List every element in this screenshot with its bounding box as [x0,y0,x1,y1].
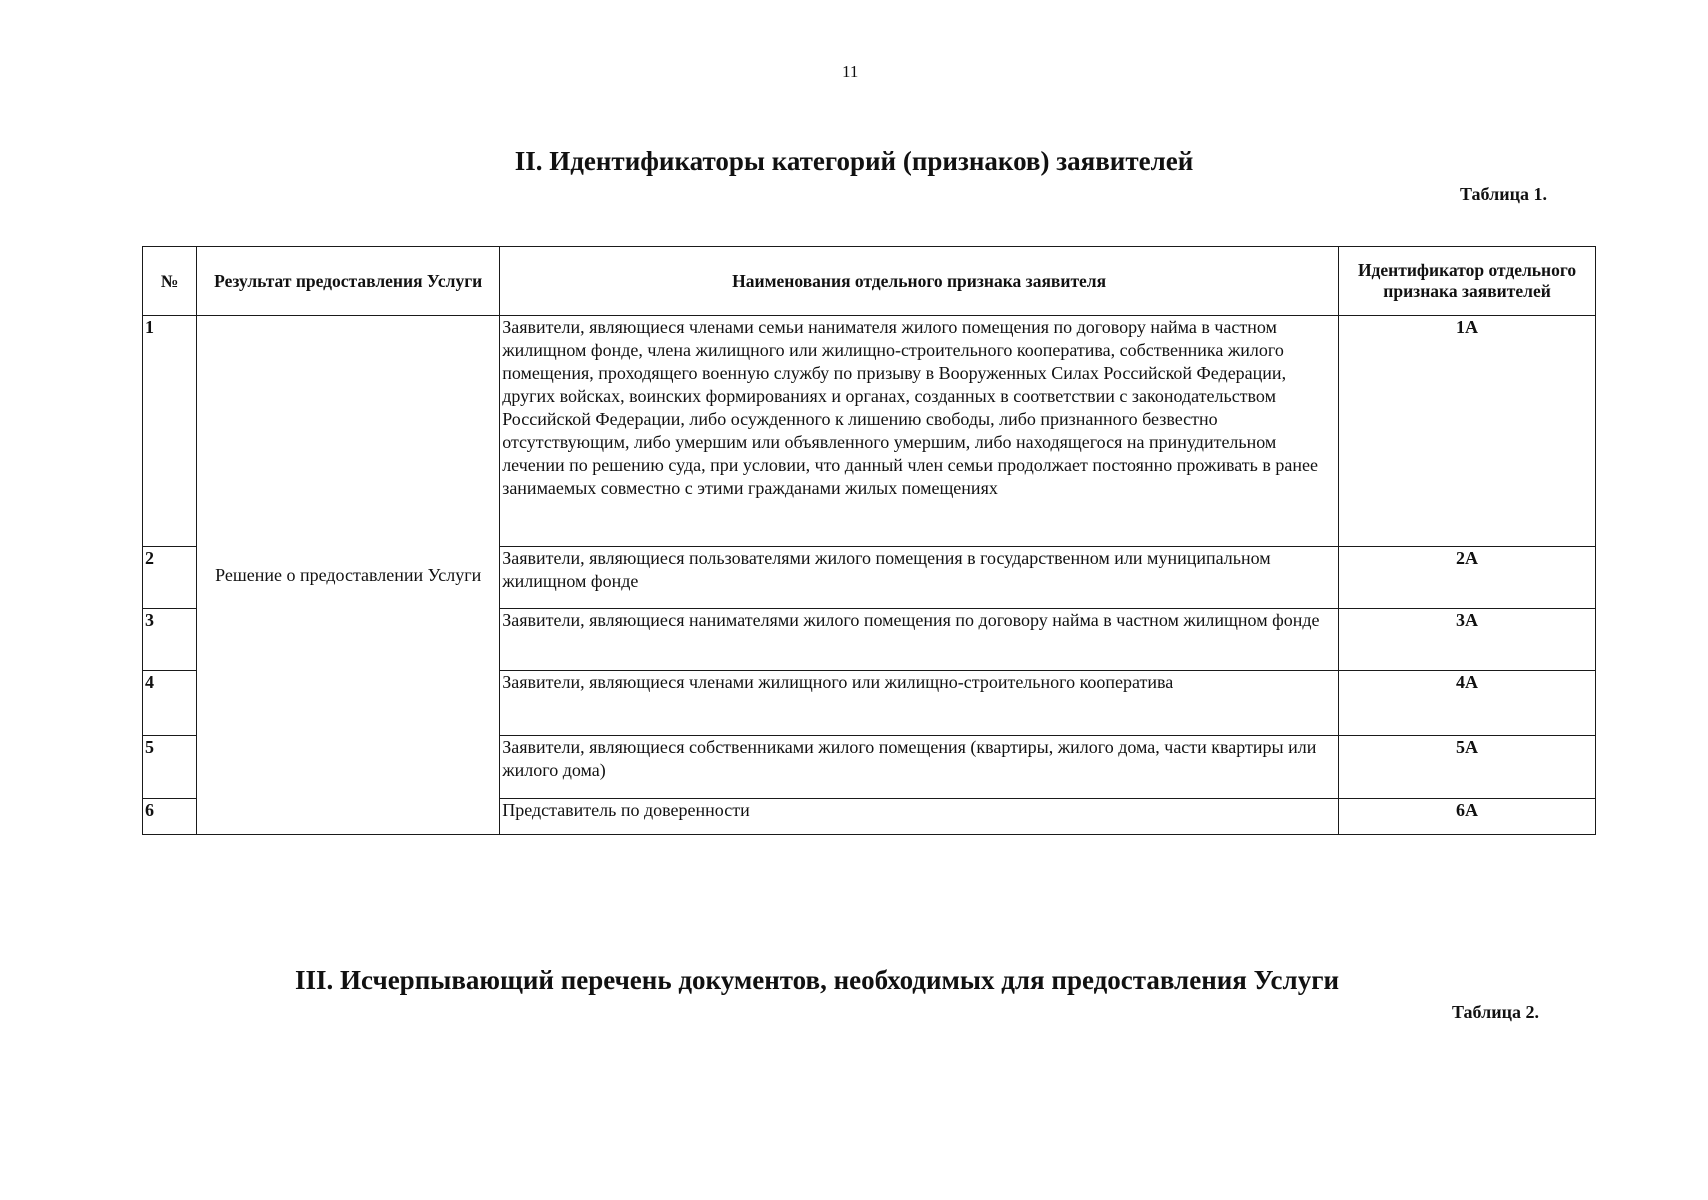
section-2-title: II. Идентификаторы категорий (признаков) заявителей [514,146,1194,176]
applicant-identifier: 6А [1339,799,1596,835]
applicant-attribute-name: Заявители, являющиеся членами семьи нанимателя жилого помещения по договору найма в частном жилищном фонде, члена жилищного или жилищно-строительного кооператива, собственника жилого помещения, проходящего военную службу по призыву в Вооруженных Силах Российской Федерации, других войсках, воинских формированиях и органах, созданных в соответствии с законодательством Российской Федерации, либо осужденного к лишению свободы, либо признанного безвестно отсутствующим, либо умершим или объявленного умершим, либо находящегося на принудительном лечении по решению суда, при условии, что данный член семьи продолжает постоянно проживать в ранее занимаемых совместно с этими гражданами жилых помещениях [500,316,1339,547]
header-num: № [143,247,197,316]
applicant-attribute-name: Заявители, являющиеся собственниками жилого помещения (квартиры, жилого дома, части квартиры или жилого дома) [500,736,1339,799]
table-row [143,316,1596,547]
table-2-caption: Таблица 2. [1452,1002,1539,1022]
applicant-attribute-name: Заявители, являющиеся нанимателями жилого помещения по договору найма в частном жилищном фонде [500,609,1339,671]
applicant-identifier: 2А [1339,547,1596,609]
table-1-caption: Таблица 1. [1460,184,1547,204]
row-number: 4 [143,671,197,736]
applicant-identifier: 5А [1339,736,1596,799]
applicant-attribute-name: Заявители, являющиеся членами жилищного или жилищно-строительного кооператива [500,671,1339,736]
row-number: 2 [143,547,197,609]
row-number: 5 [143,736,197,799]
header-name: Наименования отдельного признака заявителя [500,247,1339,316]
header-identifier: Идентификатор отдельного признака заявителей [1339,247,1596,316]
applicant-identifier: 1А [1339,316,1596,547]
section-3-title: III. Исчерпывающий перечень документов, необходимых для предоставления Услуги [295,965,1340,995]
page-number: 11 [842,62,859,81]
row-number: 1 [143,316,197,547]
row-number: 6 [143,799,197,835]
applicant-identifier: 4А [1339,671,1596,736]
service-result-cell: Решение о предоставлении Услуги [197,316,500,835]
header-result: Результат предоставления Услуги [197,247,500,316]
applicant-identifiers-table [142,246,1596,835]
applicant-attribute-name: Заявители, являющиеся пользователями жилого помещения в государственном или муниципальном жилищном фонде [500,547,1339,609]
applicant-attribute-name: Представитель по доверенности [500,799,1339,835]
row-number: 3 [143,609,197,671]
applicant-identifier: 3А [1339,609,1596,671]
table-header-row [143,247,1596,316]
